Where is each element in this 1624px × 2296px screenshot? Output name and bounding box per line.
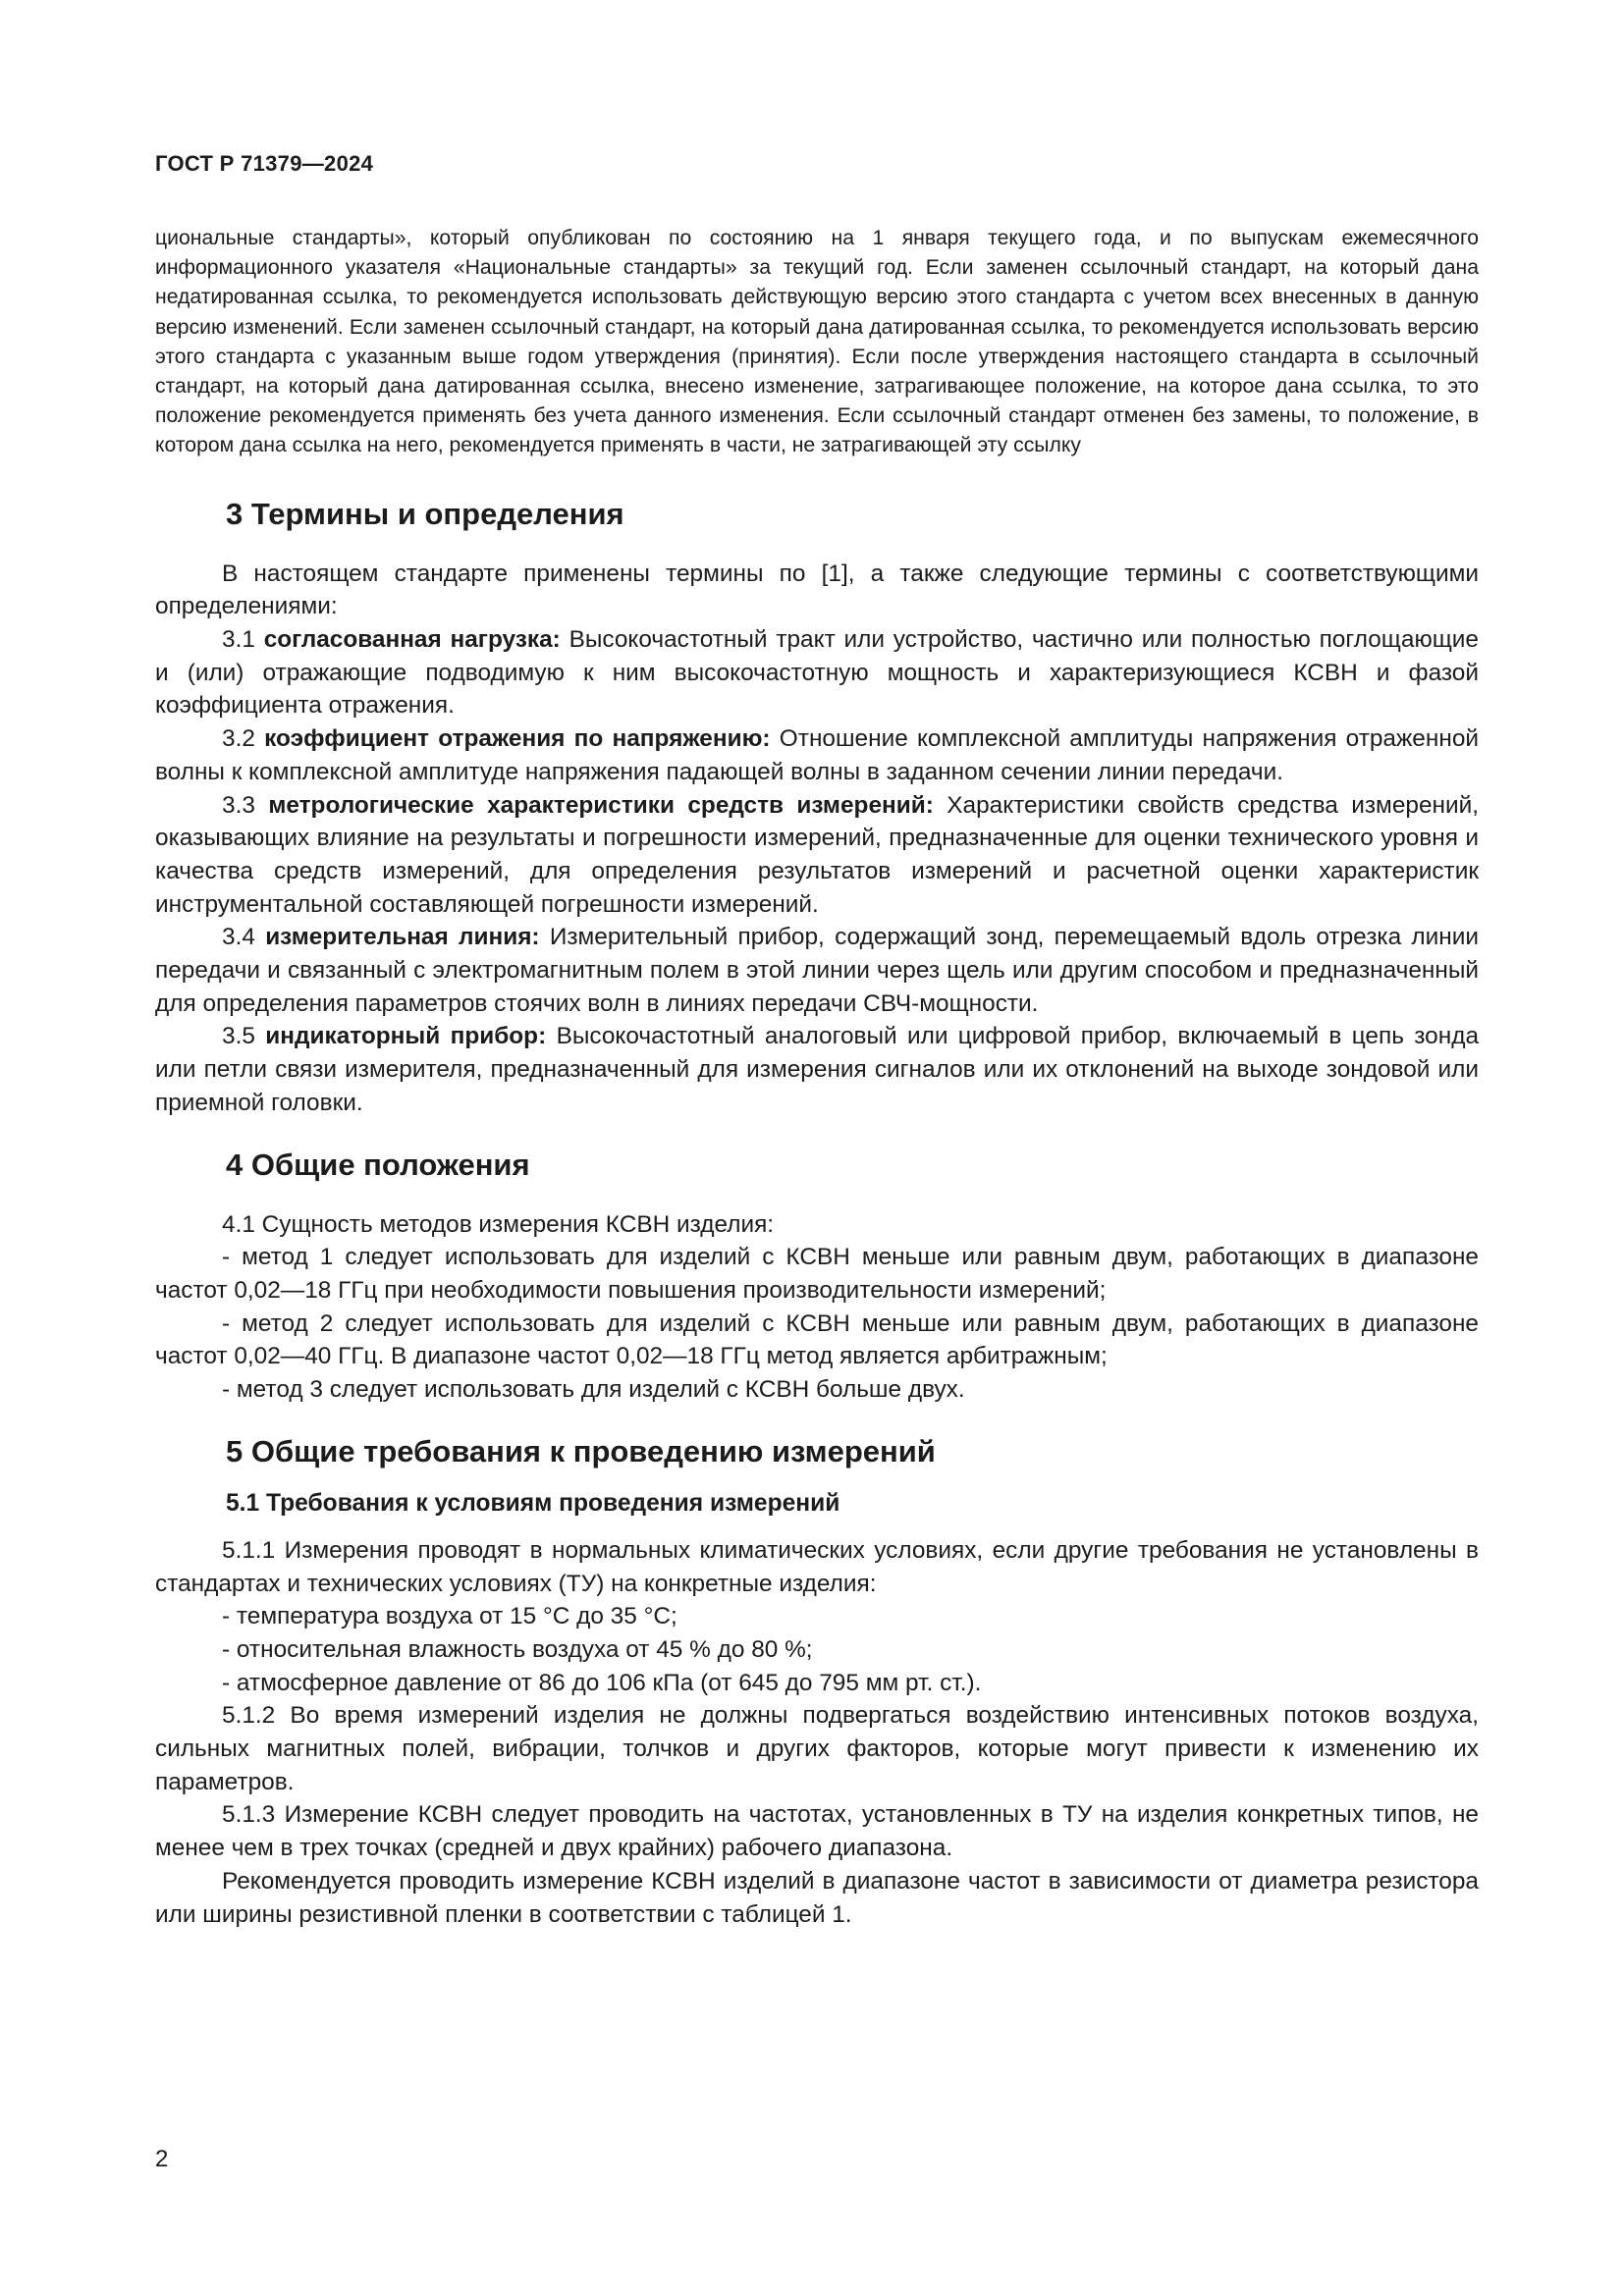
section-5-heading: 5 Общие требования к проведению измерений: [226, 1433, 936, 1468]
section-5-paragraph: 5.1.1 Измерения проводят в нормальных климатических условиях, если другие требования не установлены в стандартах и технических условиях (ТУ) на конкретные изделия:: [155, 1536, 1479, 1597]
section-4-paragraph: 4.1 Сущность методов измерения КСВН изделия:: [222, 1210, 775, 1238]
term-name: индикаторный прибор:: [265, 1023, 547, 1050]
page-content: [155, 224, 1479, 1931]
term-definition: [155, 1020, 1479, 1119]
term-number: 3.5: [222, 1023, 255, 1050]
section-4-list-item: - метод 1 следует использовать для изделий с КСВН меньше или равным двум, работающих в диапазоне частот 0,02—18 ГГц при необходимости повышения производительности измерений;: [155, 1244, 1479, 1304]
section-5-paragraph: 5.1.3 Измерение КСВН следует проводить на частотах, установленных в ТУ на изделия конкретных типов, не менее чем в трех точках (средней и двух крайних) рабочего диапазона.: [155, 1801, 1479, 1862]
term-definition: [155, 921, 1479, 1020]
section-5-list-item: - атмосферное давление от 86 до 106 кПа (от 645 до 795 мм рт. ст.).: [222, 1669, 982, 1696]
term-text: Измерительный прибор, содержащий зонд, перемещаемый вдоль отрезка линии передачи и связанный с электромагнитным полем в этой линии через щель или другим способом и предназначенный для определения параметров стоячих волн в линиях передачи СВЧ-мощности.: [155, 924, 1479, 1017]
section-5-list-item: - относительная влажность воздуха от 45 % до 80 %;: [222, 1635, 813, 1663]
section-5-paragraph: Рекомендуется проводить измерение КСВН изделий в диапазоне частот в зависимости от диаметра резистора или ширины резистивной пленки в соответствии с таблицей 1.: [155, 1867, 1479, 1928]
section-5: [155, 1432, 1479, 1931]
term-name: коэффициент отражения по напряжению:: [264, 725, 771, 753]
intro-paragraph: циональные стандарты», который опубликован по состоянию на 1 января текущего года, и по выпускам ежемесячного информационного указателя «Национальные стандарты» за текущий год. Если заменен ссылочный стандарт, на который дана недатированная ссылка, то рекомендуется использовать действующую версию этого стандарта с учетом всех внесенных в данную версию изменений. Если заменен ссылочный стандарт, на который дана датированная ссылка, то рекомендуется использовать версию этого стандарта с указанным выше годом утверждения (принятия). Если после утверждения настоящего стандарта в ссылочный стандарт, на который дана датированная ссылка, внесено изменение, затрагивающее положение, на которое дана ссылка, то это положение рекомендуется применять без учета данного изменения. Если ссылочный стандарт отменен без замены, то положение, в котором дана ссылка на него, рекомендуется применять в части, не затрагивающей эту ссылку: [155, 227, 1479, 457]
term-number: 3.3: [222, 791, 255, 819]
term-name: измерительная линия:: [265, 924, 540, 951]
term-name: метрологические характеристики средств измерений:: [268, 791, 934, 819]
term-number: 3.2: [222, 725, 255, 753]
section-3: [155, 495, 1479, 1120]
subsection-5-1-heading: 5.1 Требования к условиям проведения измерений: [226, 1489, 840, 1517]
term-definition: [155, 722, 1479, 788]
page-number: 2: [155, 2146, 169, 2172]
section-4: [155, 1146, 1479, 1407]
term-text: Отношение комплексной амплитуды напряжения отраженной волны к комплексной амплитуде напряжения падающей волны в заданном сечении линии передачи.: [155, 725, 1480, 785]
section-5-list-item: - температура воздуха от 15 °C до 35 °C;: [222, 1603, 677, 1630]
term-text: Высокочастотный аналоговый или цифровой прибор, включаемый в цепь зонда или петли связи измерителя, предназначенный для измерения сигналов или их отклонений на выходе зондовой или приемной головки.: [155, 1023, 1480, 1116]
intro-continuation: [155, 224, 1479, 461]
term-name: согласованная нагрузка:: [263, 626, 561, 654]
term-definition: [155, 789, 1479, 922]
document-code: ГОСТ Р 71379—2024: [155, 151, 374, 176]
section-4-list-item: - метод 2 следует использовать для изделий с КСВН меньше или равным двум, работающих в диапазоне частот 0,02—40 ГГц. В диапазоне частот 0,02—18 ГГц метод является арбитражным;: [155, 1309, 1479, 1370]
term-text: Высокочастотный тракт или устройство, частично или полностью поглощающие и (или) отражающие подводимую к ним высокочастотную мощность и характеризующиеся КСВН и фазой коэффициента отражения.: [155, 626, 1479, 720]
term-number: 3.4: [222, 924, 255, 951]
section-4-heading: 4 Общие положения: [226, 1147, 530, 1182]
section-4-list-item: - метод 3 следует использовать для изделий с КСВН больше двух.: [222, 1376, 965, 1404]
term-definition: [155, 623, 1479, 722]
term-number: 3.1: [222, 626, 255, 654]
section-3-lead: В настоящем стандарте применены термины по [1], а также следующие термины с соответствующими определениями:: [155, 560, 1479, 620]
section-3-heading: 3 Термины и определения: [226, 496, 624, 531]
term-text: Характеристики свойств средства измерений, оказывающих влияние на результаты и погрешности измерений, предназначенные для оценки технического уровня и качества средств измерений, для определения результатов измерений и расчетной оценки характеристик инструментальной составляющей погрешности измерений.: [155, 791, 1480, 918]
section-5-paragraph: 5.1.2 Во время измерений изделия не должны подвергаться воздействию интенсивных потоков воздуха, сильных магнитных полей, вибрации, толчков и других факторов, которые могут привести к изменению их параметров.: [155, 1702, 1479, 1795]
